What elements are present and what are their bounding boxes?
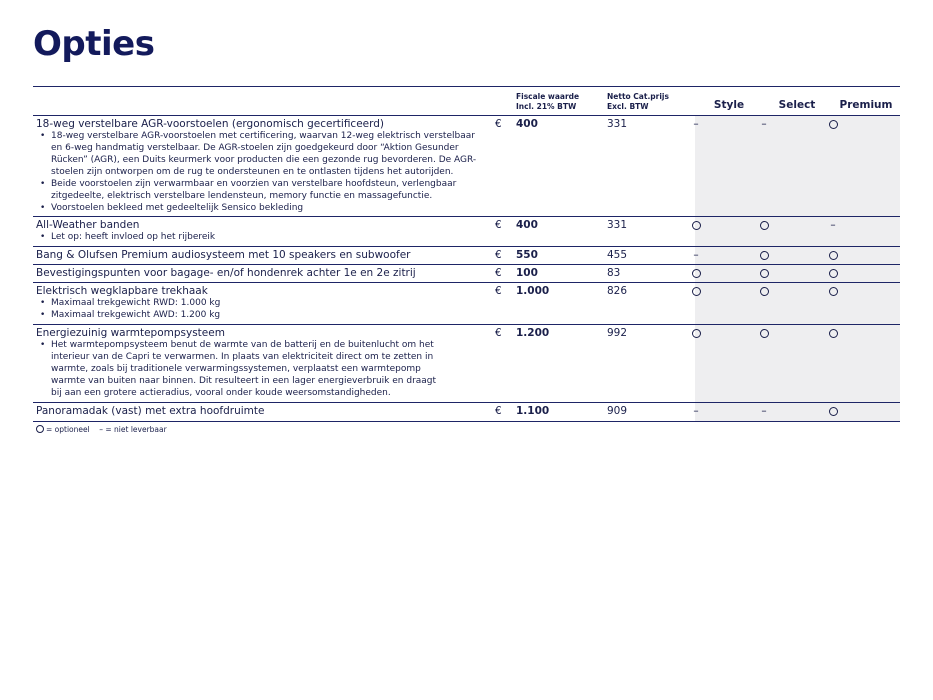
netto-price: 455	[607, 249, 628, 261]
optional-circle-icon	[798, 285, 868, 297]
circle-shape	[760, 221, 769, 230]
option-title: Energiezuinig warmtepompsysteem	[36, 327, 225, 339]
optional-circle-icon	[729, 249, 799, 261]
circle-shape	[692, 329, 701, 338]
header-trim-style: Style	[713, 99, 745, 111]
optional-circle-icon	[729, 219, 799, 231]
currency-symbol: €	[495, 285, 502, 297]
netto-price: 826	[607, 285, 628, 297]
netto-price: 331	[607, 118, 628, 130]
fiscal-value: 100	[516, 267, 538, 279]
fiscal-value: 400	[516, 219, 538, 231]
bullet-line: en 6-weg handmatig verstelbaar. De AGR-stoelen zijn goedgekeurd door “Aktion Gesunder	[51, 143, 459, 153]
option-title: Panoramadak (vast) met extra hoofdruimte	[36, 405, 265, 417]
not-available-dash: –	[693, 249, 699, 261]
optional-circle-icon	[729, 285, 799, 297]
fiscal-value: 1.100	[516, 405, 550, 417]
option-bullet	[38, 178, 476, 202]
option-bullets	[38, 297, 220, 321]
bullet-line: • Let op: heeft invloed op het rijbereik	[51, 232, 216, 242]
circle-shape	[692, 269, 701, 278]
optional-circle-icon	[661, 267, 731, 279]
currency-symbol: €	[495, 327, 502, 339]
circle-shape	[692, 287, 701, 296]
header-fiscal: Fiscale waarde Incl. 21% BTW	[516, 92, 580, 111]
option-title: Bevestigingspunten voor bagage- en/of hondenrek achter 1e en 2e zitrij	[36, 267, 416, 279]
circle-shape	[829, 269, 838, 278]
currency-symbol: €	[495, 405, 502, 417]
option-bullet	[38, 297, 220, 309]
header-trim-select: Select	[778, 99, 816, 111]
option-bullets	[38, 231, 215, 243]
option-bullet	[38, 202, 476, 214]
table-header	[33, 86, 900, 115]
bullet-line: warmte van buiten naar binnen. Dit resulteert in een lager energieverbruik en draagt	[51, 376, 437, 386]
option-bullet	[38, 231, 215, 243]
currency-symbol: €	[495, 267, 502, 279]
bullet-line: • Maximaal trekgewicht RWD: 1.000 kg	[51, 298, 221, 308]
fiscal-value: 400	[516, 118, 538, 130]
bullet-line: • 18-weg verstelbare AGR-voorstoelen met certificering, waarvan 12-weg elektrisch verstelbaar	[51, 131, 475, 141]
circle-shape	[760, 287, 769, 296]
bullet-line: bij aan een grotere actieradius, vooral onder koude weersomstandigheden.	[51, 388, 391, 398]
circle-shape	[829, 407, 838, 416]
fiscal-value: 1.200	[516, 327, 550, 339]
circle-shape	[760, 329, 769, 338]
table-row	[33, 246, 900, 265]
option-bullet	[38, 339, 436, 399]
netto-price: 83	[607, 267, 621, 279]
option-bullet	[38, 309, 220, 321]
option-title: 18-weg verstelbare AGR-voorstoelen (ergonomisch gecertificeerd)	[36, 118, 385, 130]
option-bullets	[38, 339, 436, 399]
table-row	[33, 115, 900, 217]
not-available-dash: –	[830, 219, 836, 231]
optional-circle-icon	[798, 267, 868, 279]
bullet-line: • Voorstoelen bekleed met gedeeltelijk Sensico bekleding	[51, 203, 304, 213]
option-title: Elektrisch wegklapbare trekhaak	[36, 285, 208, 297]
table-bottom-rule	[33, 421, 900, 422]
table-row	[33, 216, 900, 247]
circle-shape	[829, 329, 838, 338]
currency-symbol: €	[495, 118, 502, 130]
table-row	[33, 282, 900, 325]
optional-circle-icon	[661, 219, 731, 231]
netto-price: 992	[607, 327, 628, 339]
optional-circle-icon	[798, 405, 868, 417]
currency-symbol: €	[495, 219, 502, 231]
not-available-dash: –	[693, 405, 699, 417]
bullet-line: • Beide voorstoelen zijn verwarmbaar en voorzien van verstelbare hoofdsteun, verlengbaar	[51, 179, 457, 189]
circle-shape	[692, 221, 701, 230]
option-title: All-Weather banden	[36, 219, 140, 231]
bullet-line: stoelen zijn ontworpen om de rug te ondersteunen en te ontlasten tijdens het autorijden.	[51, 167, 454, 177]
page-title: Opties	[33, 24, 155, 64]
bullet-line: Rücken” (AGR), een Duits keurmerk voor producten die een gezonde rug bevorderen. De AGR-	[51, 155, 477, 165]
table-row	[33, 264, 900, 283]
fiscal-value: 1.000	[516, 285, 550, 297]
circle-shape	[760, 251, 769, 260]
circle-shape	[829, 251, 838, 260]
optional-circle-icon	[36, 425, 44, 433]
header-trim-premium: Premium	[839, 99, 893, 111]
optional-circle-icon	[798, 118, 868, 130]
table-row	[33, 402, 900, 422]
bullet-line: • Maximaal trekgewicht AWD: 1.200 kg	[51, 310, 221, 320]
legend	[36, 425, 167, 434]
currency-symbol: €	[495, 249, 502, 261]
netto-price: 909	[607, 405, 628, 417]
option-title: Bang & Olufsen Premium audiosysteem met 10 speakers en subwoofer	[36, 249, 411, 261]
legend-not-available: – = niet leverbaar	[99, 425, 167, 434]
optional-circle-icon	[798, 327, 868, 339]
bullet-line: warmte, zoals bij traditionele verwarmingssystemen, verplaatst een warmtepomp	[51, 364, 421, 374]
circle-shape	[760, 269, 769, 278]
optional-circle-icon	[661, 327, 731, 339]
optional-circle-icon	[661, 285, 731, 297]
not-available-dash: –	[693, 118, 699, 130]
not-available-dash: –	[761, 405, 767, 417]
header-netto: Netto Cat.prijs Excl. BTW	[607, 92, 669, 111]
optional-circle-icon	[798, 249, 868, 261]
netto-price: 331	[607, 219, 628, 231]
option-bullet	[38, 130, 476, 178]
optional-circle-icon	[729, 327, 799, 339]
circle-shape	[829, 120, 838, 129]
fiscal-value: 550	[516, 249, 538, 261]
bullet-line: interieur van de Capri te verwarmen. In plaats van elektriciteit direct om te zetten in	[51, 352, 434, 362]
table-row	[33, 324, 900, 403]
option-bullets	[38, 130, 476, 214]
bullet-line: • Het warmtepompsysteem benut de warmte van de batterij en de buitenlucht om het	[51, 340, 434, 350]
optional-circle-icon	[729, 267, 799, 279]
not-available-dash: –	[761, 118, 767, 130]
circle-shape	[829, 287, 838, 296]
legend-optional: = optioneel	[46, 425, 90, 434]
bullet-line: zitgedeelte, elektrisch verstelbare lendensteun, memory functie en massagefunctie.	[51, 191, 433, 201]
